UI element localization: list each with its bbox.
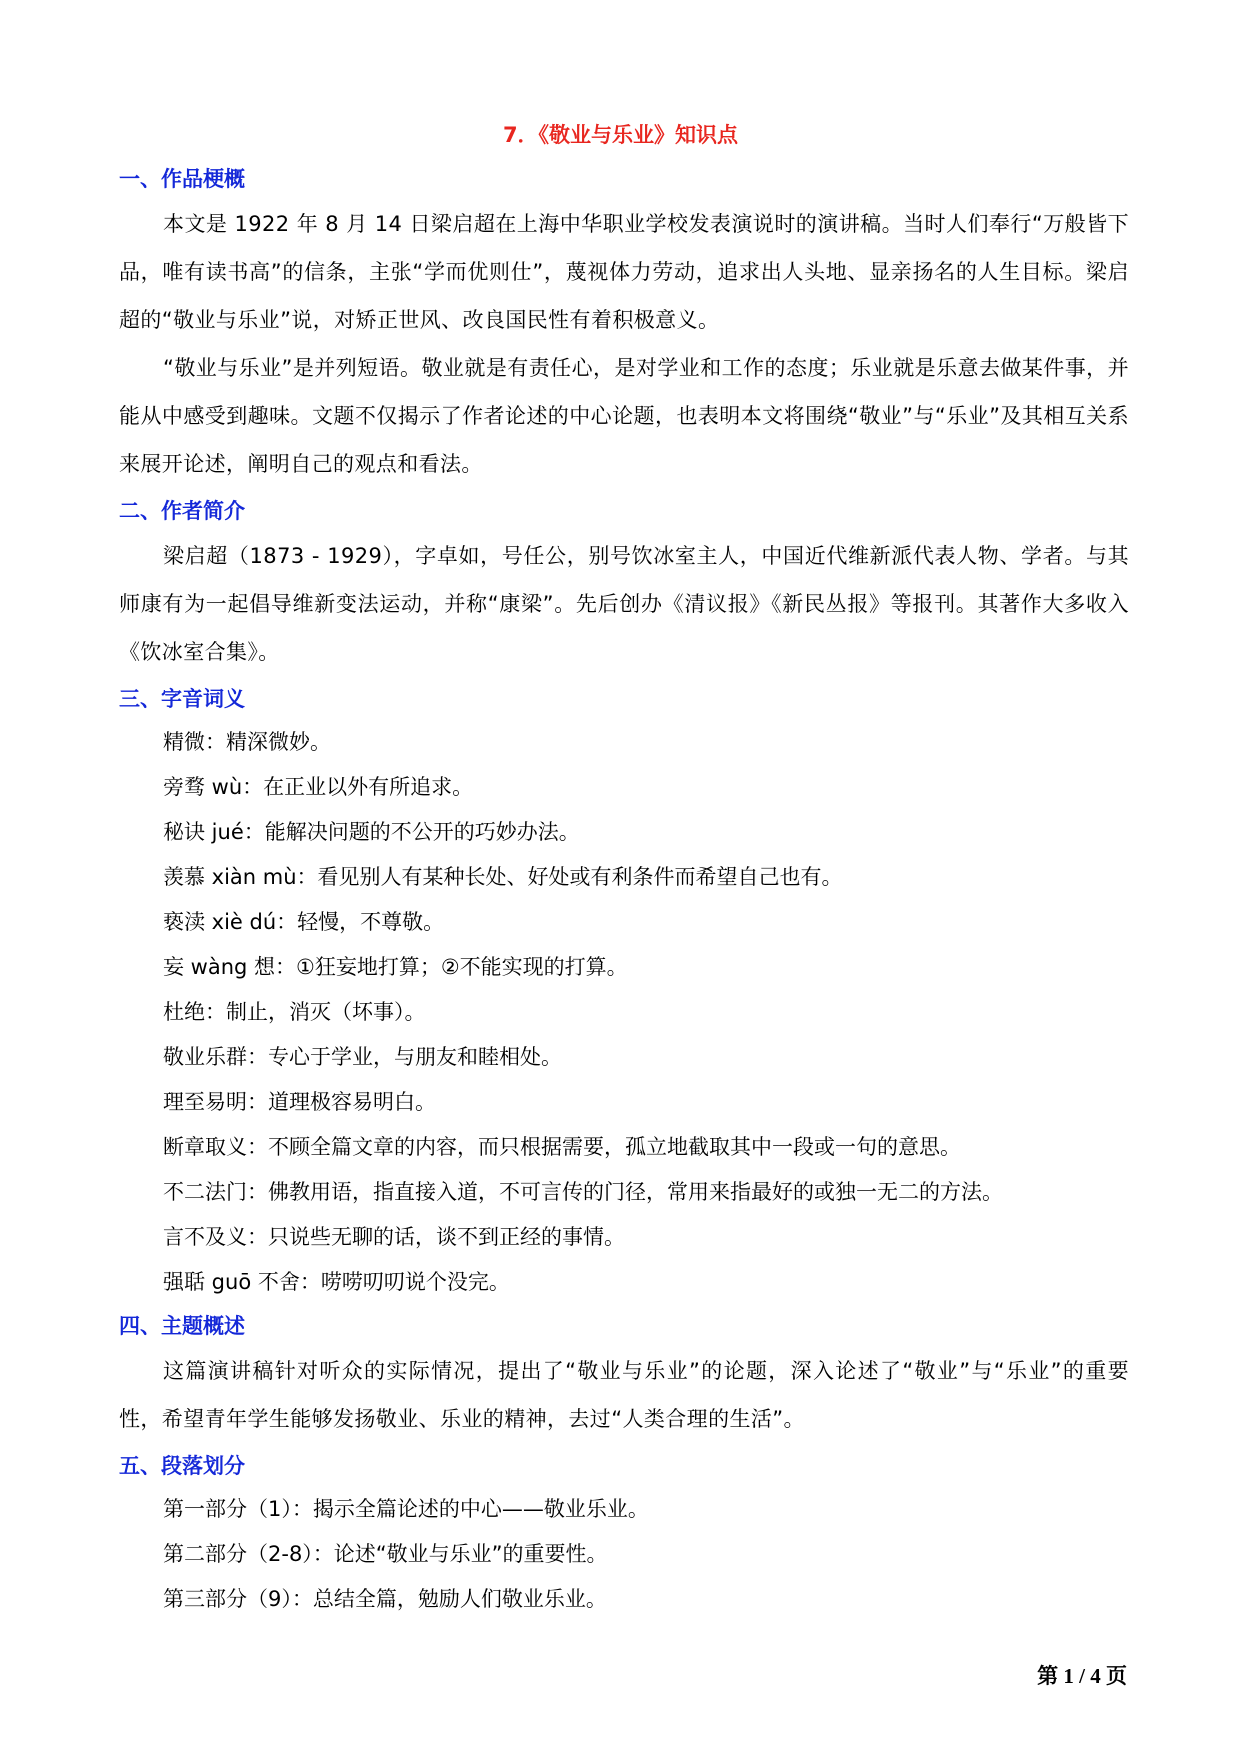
section-synopsis (119, 164, 1129, 488)
vocabulary-item: 断章取义：不顾全篇文章的内容，而只根据需要，孤立地截取其中一段或一句的意思。 (163, 1135, 961, 1159)
vocabulary-list (119, 720, 1129, 1305)
vocabulary-item: 言不及义：只说些无聊的话，谈不到正经的事情。 (163, 1225, 625, 1249)
section-structure (119, 1451, 1129, 1622)
paragraph: “敬业与乐业”是并列短语。敬业就是有责任心，是对学业和工作的态度；乐业就是乐意去做某件事，并能从中感受到趣味。文题不仅揭示了作者论述的中心论题，也表明本文将围绕“敬业”与“乐业”及其相互关系来展开论述，阐明自己的观点和看法。 (119, 356, 1129, 476)
section-author (119, 496, 1129, 676)
vocabulary-item: 杜绝：制止，消灭（坏事）。 (163, 1000, 426, 1024)
paragraph: 这篇演讲稿针对听众的实际情况，提出了“敬业与乐业”的论题，深入论述了“敬业”与“乐业”的重要性，希望青年学生能够发扬敬业、乐业的精神，去过“人类合理的生活”。 (119, 1359, 1129, 1431)
section-heading: 四、主题概述 (119, 1314, 245, 1338)
vocabulary-item: 敬业乐群：专心于学业，与朋友和睦相处。 (163, 1045, 562, 1069)
vocabulary-item: 秘诀 jué：能解决问题的不公开的巧妙办法。 (163, 820, 580, 844)
section-theme (119, 1311, 1129, 1443)
structure-item: 第三部分（9）：总结全篇，勉励人们敬业乐业。 (163, 1587, 607, 1611)
section-heading: 二、作者简介 (119, 499, 245, 523)
section-heading: 三、字音词义 (119, 687, 245, 711)
structure-item: 第一部分（1）：揭示全篇论述的中心——敬业乐业。 (163, 1497, 649, 1521)
section-vocabulary (119, 684, 1129, 1305)
vocabulary-item: 羡慕 xiàn mù：看见别人有某种长处、好处或有利条件而希望自己也有。 (163, 865, 843, 889)
vocabulary-item: 不二法门：佛教用语，指直接入道，不可言传的门径，常用来指最好的或独一无二的方法。 (163, 1180, 1003, 1204)
vocabulary-item: 旁骛 wù：在正业以外有所追求。 (163, 775, 474, 799)
document-body (119, 164, 1129, 1628)
structure-item: 第二部分（2-8）：论述“敬业与乐业”的重要性。 (163, 1542, 608, 1566)
document-title: 7．《敬业与乐业》知识点 (502, 123, 739, 147)
vocabulary-item: 亵渎 xiè dú：轻慢，不尊敬。 (163, 910, 445, 934)
page-number: 第 1 / 4 页 (1037, 1664, 1127, 1688)
paragraph: 梁启超（1873 - 1929），字卓如，号任公，别号饮冰室主人，中国近代维新派代表人物、学者。与其师康有为一起倡导维新变法运动，并称“康梁”。先后创办《清议报》《新民丛报》等报刊。其著作大多收入《饮冰室合集》。 (119, 544, 1129, 664)
vocabulary-item: 理至易明：道理极容易明白。 (163, 1090, 436, 1114)
structure-list (119, 1487, 1129, 1622)
paragraph: 本文是 1922 年 8 月 14 日梁启超在上海中华职业学校发表演说时的演讲稿。当时人们奉行“万般皆下品，唯有读书高”的信条，主张“学而优则仕”，蔑视体力劳动，追求出人头地、显亲扬名的人生目标。梁启超的“敬业与乐业”说，对矫正世风、改良国民性有着积极意义。 (119, 212, 1129, 332)
vocabulary-item: 强聒 guō 不舍：唠唠叨叨说个没完。 (163, 1270, 510, 1294)
section-heading: 五、段落划分 (119, 1454, 245, 1478)
vocabulary-item: 妄 wàng 想：①狂妄地打算；②不能实现的打算。 (163, 955, 628, 979)
section-heading: 一、作品梗概 (119, 167, 245, 191)
vocabulary-item: 精微：精深微妙。 (163, 730, 331, 754)
